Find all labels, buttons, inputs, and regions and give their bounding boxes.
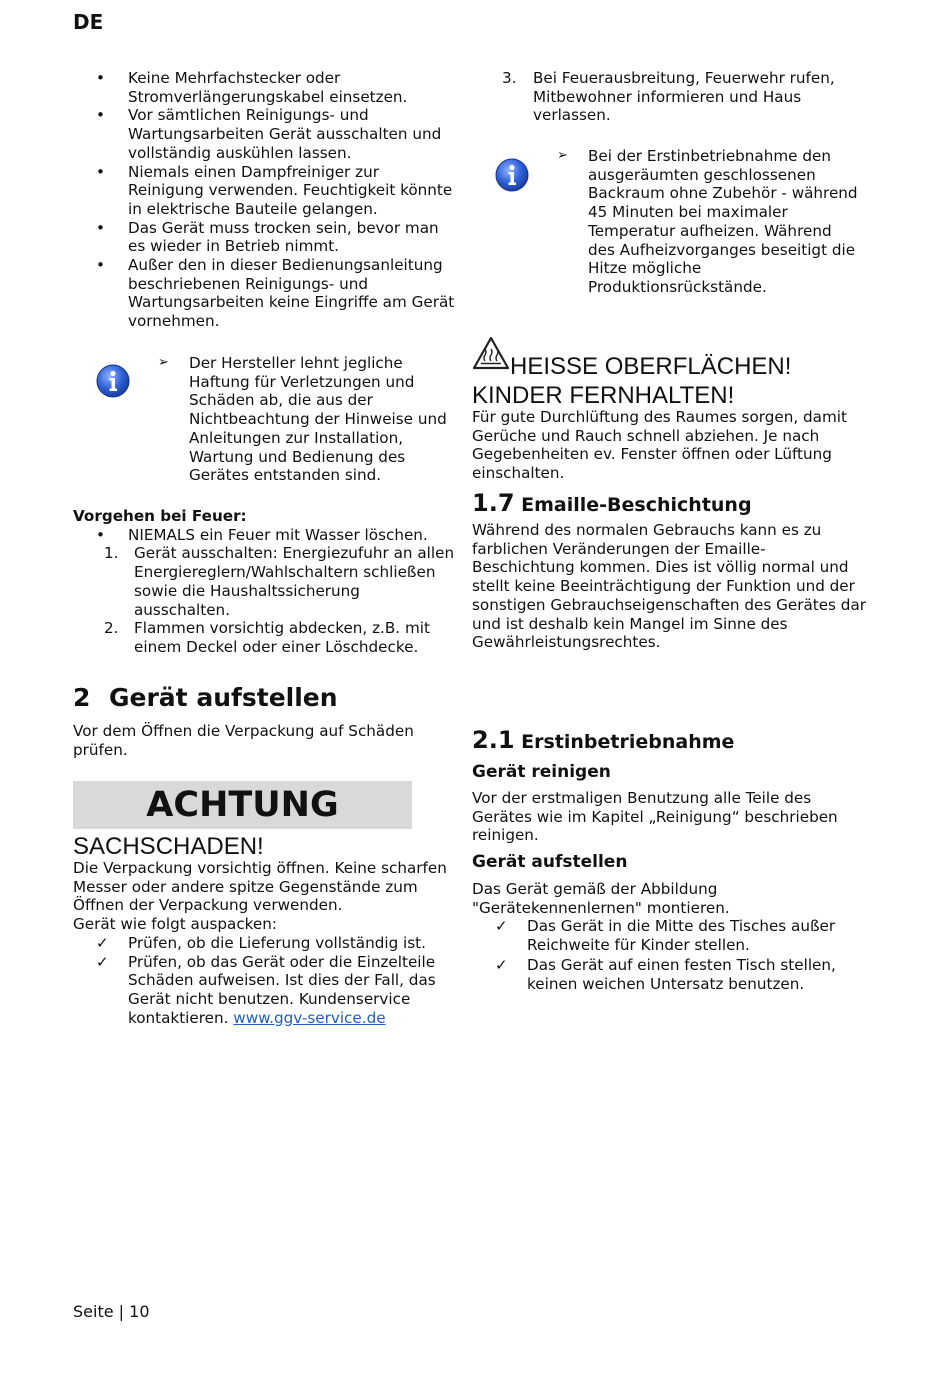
step-number: 1. <box>104 544 119 563</box>
page-footer <box>73 1303 150 1322</box>
list-item: • Niemals einen Dampfreiniger zur Reinigung verwenden. Feuchtigkeit könnte in elektrische Bauteile gelangen. <box>73 163 458 219</box>
info-note-first-use-text <box>557 147 858 297</box>
list-item: • Das Gerät muss trocken sein, bevor man es wieder in Betrieb nimmt. <box>73 219 458 256</box>
fire-heading: Vorgehen bei Feuer: <box>73 507 247 525</box>
setup-text: Das Gerät gemäß der Abbildung "Gerätekennenlernen" montieren. <box>472 880 730 917</box>
fire-step-3 <box>472 69 867 125</box>
section-title: Gerät aufstellen <box>109 683 338 712</box>
hot-surface-warning-icon <box>472 336 510 370</box>
arrow-bullet-icon: ➢ <box>557 148 568 163</box>
language-code: DE <box>73 10 104 34</box>
section-title: Emaille-Beschichtung <box>521 494 752 516</box>
section-number: 2.1 <box>472 726 515 754</box>
list-item <box>73 544 458 619</box>
section-2-intro: Vor dem Öffnen die Verpackung auf Schäden prüfen. <box>73 722 414 759</box>
clean-heading: Gerät reinigen <box>472 762 611 782</box>
section-1-7-heading <box>472 491 867 517</box>
page-number: 10 <box>129 1302 150 1321</box>
check-item: ✓ Prüfen, ob die Lieferung vollständig ist. <box>73 934 458 953</box>
list-item <box>73 619 458 656</box>
hot-surface-line1: HEISSE OBERFLÄCHEN! <box>510 353 792 380</box>
info-icon <box>495 158 529 192</box>
check-item: ✓ Das Gerät auf einen festen Tisch stellen, keinen weichen Untersatz benutzen. <box>472 956 867 993</box>
step-number: 2. <box>104 619 119 638</box>
list-item <box>472 69 867 125</box>
setup-body <box>472 880 867 993</box>
hot-surface-line2: KINDER FERNHALTEN! <box>472 382 735 409</box>
sachschaden-body <box>73 859 458 1027</box>
list-item: • Keine Mehrfachstecker oder Stromverlängerungskabel einsetzen. <box>73 69 458 106</box>
section-2-1-heading <box>472 728 867 754</box>
footer-separator: | <box>118 1302 125 1321</box>
info-note-text: Bei der Erstinbetriebnahme den ausgeräumten geschlossenen Backraum ohne Zubehör - während 45 Minuten bei maximaler Temperatur aufheizen. Während des Aufheizvorganges beseitigt die Hitze mögliche Produktionsrückstände. <box>588 147 858 296</box>
check-text: Prüfen, ob das Gerät oder die Einzelteile Schäden aufweisen. Ist dies der Fall, das Gerät nicht benutzen. Kundenservice kontaktieren. <box>128 952 436 1027</box>
step-text: Bei Feuerausbreitung, Feuerwehr rufen, Mitbewohner informieren und Haus verlassen. <box>533 69 835 125</box>
info-note-liability-text <box>158 354 454 485</box>
step-text: Flammen vorsichtig abdecken, z.B. mit einem Deckel oder einer Löschdecke. <box>134 619 430 656</box>
section-title: Erstinbetriebnahme <box>521 731 735 753</box>
service-link[interactable]: www.ggv-service.de <box>233 1008 386 1027</box>
section-number: 1.7 <box>472 489 515 517</box>
list-item: • Vor sämtlichen Reinigungs- und Wartungsarbeiten Gerät ausschalten und vollständig auskühlen lassen. <box>73 106 458 162</box>
achtung-box <box>73 781 412 829</box>
info-icon <box>96 364 130 398</box>
page-label: Seite <box>73 1302 114 1321</box>
safety-bullets <box>73 69 458 331</box>
check-item: ✓ Das Gerät in die Mitte des Tisches außer Reichweite für Kinder stellen. <box>472 917 867 954</box>
section-number: 2 <box>73 683 91 712</box>
arrow-bullet-icon: ➢ <box>158 355 169 370</box>
achtung-label: ACHTUNG <box>73 781 412 829</box>
unpack-intro: Gerät wie folgt auspacken: <box>73 915 278 934</box>
info-note-text: Der Hersteller lehnt jegliche Haftung für Verletzungen und Schäden ab, die aus der Nichtbeachtung der Hinweise und Anleitungen zur Installation, Wartung und Bedienung des Gerätes entstanden sind. <box>189 354 447 485</box>
section-1-7-text: Während des normalen Gebrauchs kann es zu farblichen Veränderungen der Emaille-Beschichtung kommen. Dies ist völlig normal und stellt keine Beeinträchtigung der Funktion und der sonstigen Gebrauchseigenschaften des Gerätes dar und ist deshalb kein Mangel im Sinne des Gewährleistungsrechtes. <box>472 521 866 652</box>
check-item <box>73 953 458 1028</box>
clean-text: Vor der erstmaligen Benutzung alle Teile des Gerätes wie im Kapitel „Reinigung“ beschrieben reinigen. <box>472 789 838 845</box>
fire-section <box>73 507 458 657</box>
list-item: • Außer den in dieser Bedienungsanleitung beschriebenen Reinigungs- und Wartungsarbeiten keine Eingriffe am Gerät vornehmen. <box>73 256 458 331</box>
hot-surface-text: Für gute Durchlüftung des Raumes sorgen, damit Gerüche und Rauch schnell abziehen. Je nach Gegebenheiten ev. Fenster öffnen oder Lüftung einschalten. <box>472 408 847 483</box>
section-2-heading <box>73 683 458 713</box>
sachschaden-heading: SACHSCHADEN! <box>73 833 264 860</box>
step-number: 3. <box>502 69 517 87</box>
list-item: • NIEMALS ein Feuer mit Wasser löschen. <box>73 526 458 545</box>
setup-heading: Gerät aufstellen <box>472 852 628 872</box>
sachschaden-text: Die Verpackung vorsichtig öffnen. Keine scharfen Messer oder andere spitze Gegenstände zum Öffnen der Verpackung verwenden. <box>73 859 447 915</box>
step-text: Gerät ausschalten: Energiezufuhr an allen Energiereglern/Wahlschaltern schließen sowie die Haushaltssicherung ausschalten. <box>134 544 455 619</box>
